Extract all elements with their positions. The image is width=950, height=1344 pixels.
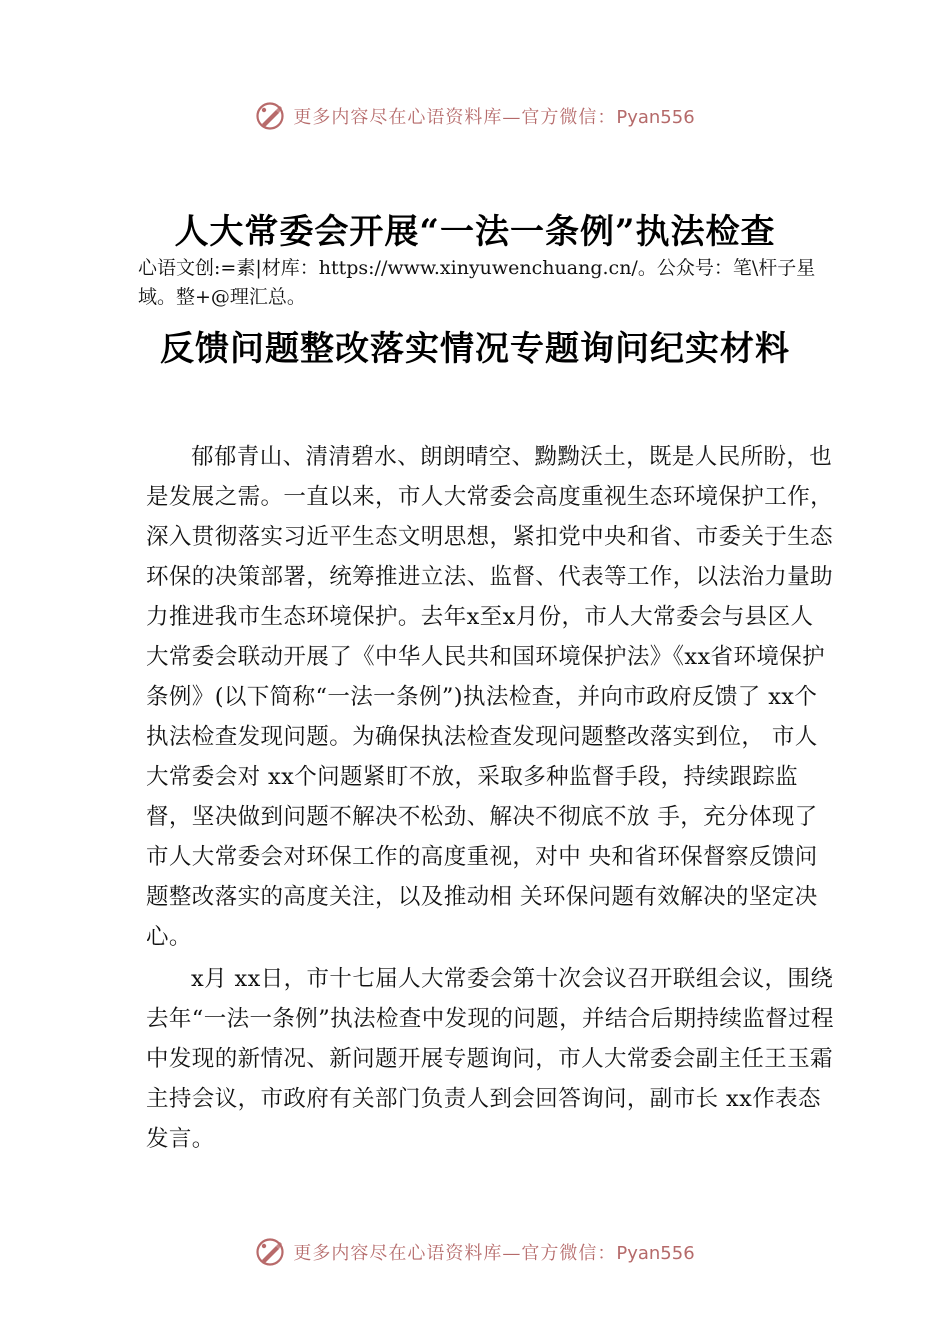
footer-banner-text: 更多内容尽在心语资料库—官方微信：Pyan556: [293, 1243, 695, 1264]
footer-banner: [0, 1232, 950, 1272]
header-banner-text: 更多内容尽在心语资料库—官方微信：Pyan556: [293, 107, 695, 128]
footer-wechat-id: Pyan556: [616, 1243, 695, 1264]
pen-logo-icon: [255, 101, 285, 131]
document-body: [146, 437, 836, 1159]
pen-logo-icon: [255, 1237, 285, 1267]
page-title: 人大常委会开展“一法一条例”执法检查: [174, 212, 776, 252]
paragraph: 郁郁青山、清清碧水、朗朗晴空、黝黝沃土，既是人民所盼，也是发展之需。一直以来，市人大常委会高度重视生态环境保护工作，深入贯彻落实习近平生态文明思想，紧扣党中央和省、市委关于生态环保的决策部署，统筹推进立法、监督、代表等工作，以法治力量助力推进我市生态环境保护。去年x至x月份，市人大常委会与县区人大常委会联动开展了《中华人民共和国环境保护法》《xx省环境保护条例》(以下简称“一法一条例”)执法检查，并向市政府反馈了 xx个执法检查发现问题。为确保执法检查发现问题整改落实到位， 市人大常委会对 xx个问题紧盯不放，采取多种监督手段，持续跟踪监督，坚决做到问题不解决不松劲、解决不彻底不放 手，充分体现了市人大常委会对环保工作的高度重视，对中 央和省环保督察反馈问题整改落实的高度关注，以及推动相 关环保问题有效解决的坚定决心。: [146, 444, 834, 950]
page-subtitle: 反馈问题整改落实情况专题询问纪实材料: [160, 329, 790, 369]
header-wechat-id: Pyan556: [616, 107, 695, 128]
paragraph: x月 xx日，市十七届人大常委会第十次会议召开联组会议，围绕去年“一法一条例”执法检查中发现的问题，并结合后期持续监督过程中发现的新情况、新问题开展专题询问，市人大常委会副主任王玉霜主持会议，市政府有关部门负责人到会回答询问，副市长 xx作表态发言。: [146, 966, 834, 1152]
source-note: 心语文创:=素|材库：https://www.xinyuwenchuang.cn/。公众号：笔\杆子星域。整+@理汇总。: [138, 257, 816, 308]
header-banner: [0, 96, 950, 136]
